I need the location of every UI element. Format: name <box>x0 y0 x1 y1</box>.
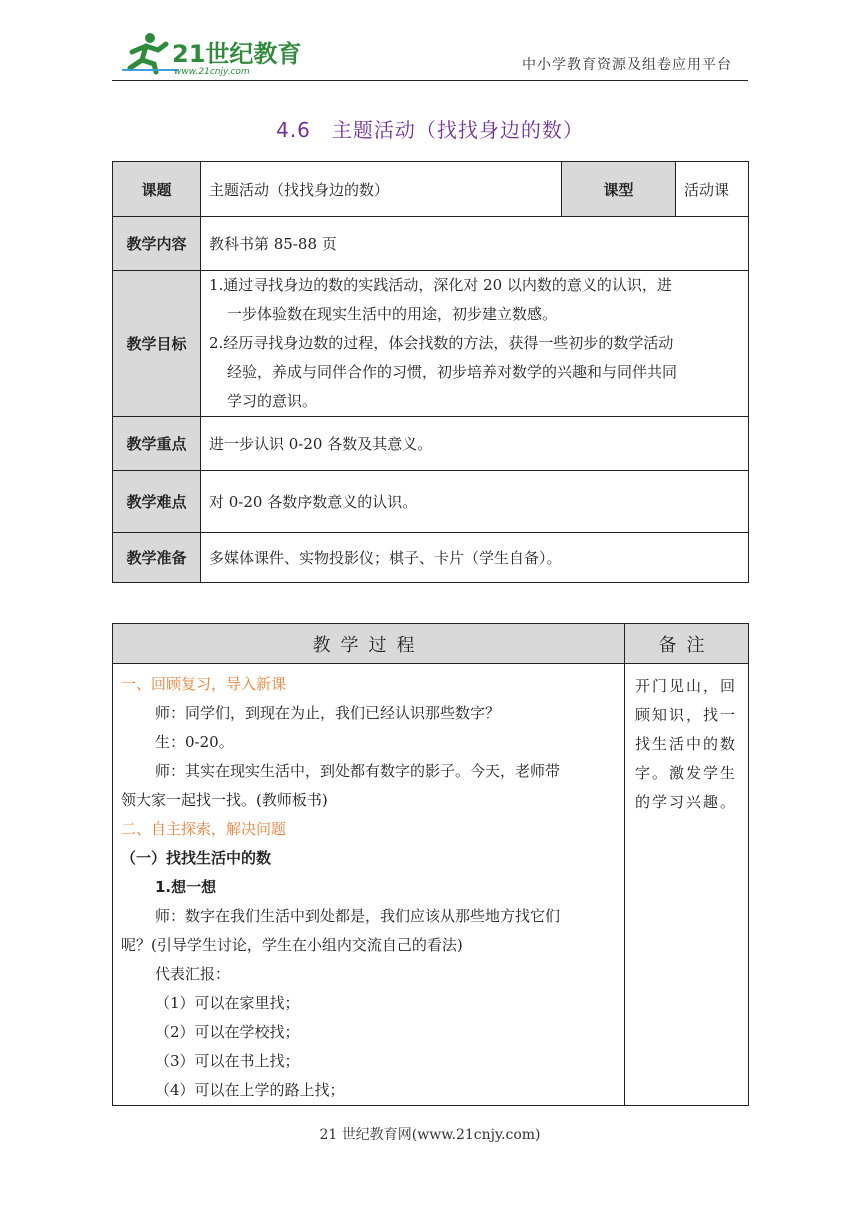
process-header: 教学过程 <box>113 624 625 664</box>
goal-line: 1.通过寻找身边的数的实践活动，深化对 20 以内数的意义的认识，进 <box>209 276 672 294</box>
table-row <box>113 664 749 1106</box>
key-point-value: 进一步认识 0-20 各数及其意义。 <box>201 417 749 471</box>
note-line: 字。激发学生 <box>635 764 738 782</box>
table-row <box>113 624 749 664</box>
teaching-process-table <box>112 623 749 1106</box>
note-line: 找生活中的数 <box>635 735 738 753</box>
process-line: （4）可以在上学的路上找； <box>155 1081 345 1099</box>
note-line: 顾知识，找一 <box>635 706 738 724</box>
svg-text:www.21cnjy.com: www.21cnjy.com <box>174 67 250 77</box>
goal-line: 2.经历寻找身边数的过程，体会找数的方法，获得一些初步的数学活动 <box>209 334 674 352</box>
table-row <box>113 533 749 583</box>
platform-name: 中小学教育资源及组卷应用平台 <box>522 57 732 73</box>
goals-label: 教学目标 <box>113 271 201 417</box>
svg-text:21世纪教育: 21世纪教育 <box>172 40 302 68</box>
note-line: 开门见山，回 <box>635 677 738 695</box>
runner-logo-icon <box>118 30 302 77</box>
content-value: 教科书第 85-88 页 <box>201 217 749 271</box>
table-row <box>113 471 749 533</box>
key-point-label: 教学重点 <box>113 417 201 471</box>
process-line: 师：同学们，到现在为止，我们已经认识那些数字？ <box>155 704 501 722</box>
process-line: 师：数字在我们生活中到处都是，我们应该从那些地方找它们 <box>155 907 561 925</box>
process-line: 代表汇报： <box>155 965 231 983</box>
logo <box>118 30 302 80</box>
section-heading: 一、回顾复习，导入新课 <box>121 675 287 693</box>
lesson-info-table <box>112 161 749 583</box>
notes-body <box>625 664 749 1106</box>
process-line: 师：其实在现实生活中，到处都有数字的影子。今天，老师带 <box>155 762 561 780</box>
subsection-heading: （一）找找生活中的数 <box>121 849 272 867</box>
process-line: 呢？(引导学生讨论，学生在小组内交流自己的看法) <box>121 936 463 954</box>
topic-value: 主题活动（找找身边的数） <box>201 162 562 217</box>
process-line: （3）可以在书上找； <box>155 1052 300 1070</box>
preparation-value: 多媒体课件、实物投影仪；棋子、卡片（学生自备）。 <box>201 533 749 583</box>
process-line: 生：0-20。 <box>155 733 234 751</box>
goals-value <box>201 271 749 417</box>
table-row <box>113 417 749 471</box>
process-line: （2）可以在学校找； <box>155 1023 300 1041</box>
header-divider <box>112 80 748 81</box>
document-title: 4.6 主题活动（找找身边的数） <box>276 118 584 142</box>
process-body <box>113 664 625 1106</box>
table-row <box>113 162 749 217</box>
preparation-label: 教学准备 <box>113 533 201 583</box>
type-label: 课型 <box>562 162 676 217</box>
difficulty-value: 对 0-20 各数序数意义的认识。 <box>201 471 749 533</box>
table-row <box>113 271 749 417</box>
goal-line: 经验，养成与同伴合作的习惯，初步培养对数学的兴趣和与同伴共同 <box>227 363 678 381</box>
note-line: 的学习兴趣。 <box>635 793 738 811</box>
page-header <box>0 0 860 80</box>
process-line: （1）可以在家里找； <box>155 994 300 1012</box>
type-value: 活动课 <box>676 162 749 217</box>
process-line: 领大家一起找一找。(教师板书) <box>121 791 328 809</box>
difficulty-label: 教学难点 <box>113 471 201 533</box>
notes-header: 备注 <box>625 624 749 664</box>
goal-line: 学习的意识。 <box>227 392 318 410</box>
goal-line: 一步体验数在现实生活中的用途，初步建立数感。 <box>227 305 558 323</box>
content-label: 教学内容 <box>113 217 201 271</box>
topic-label: 课题 <box>113 162 201 217</box>
table-row <box>113 217 749 271</box>
subsection-heading: 1.想一想 <box>155 878 217 896</box>
section-heading: 二、自主探索，解决问题 <box>121 820 287 838</box>
page-footer: 21 世纪教育网(www.21cnjy.com) <box>319 1127 541 1143</box>
